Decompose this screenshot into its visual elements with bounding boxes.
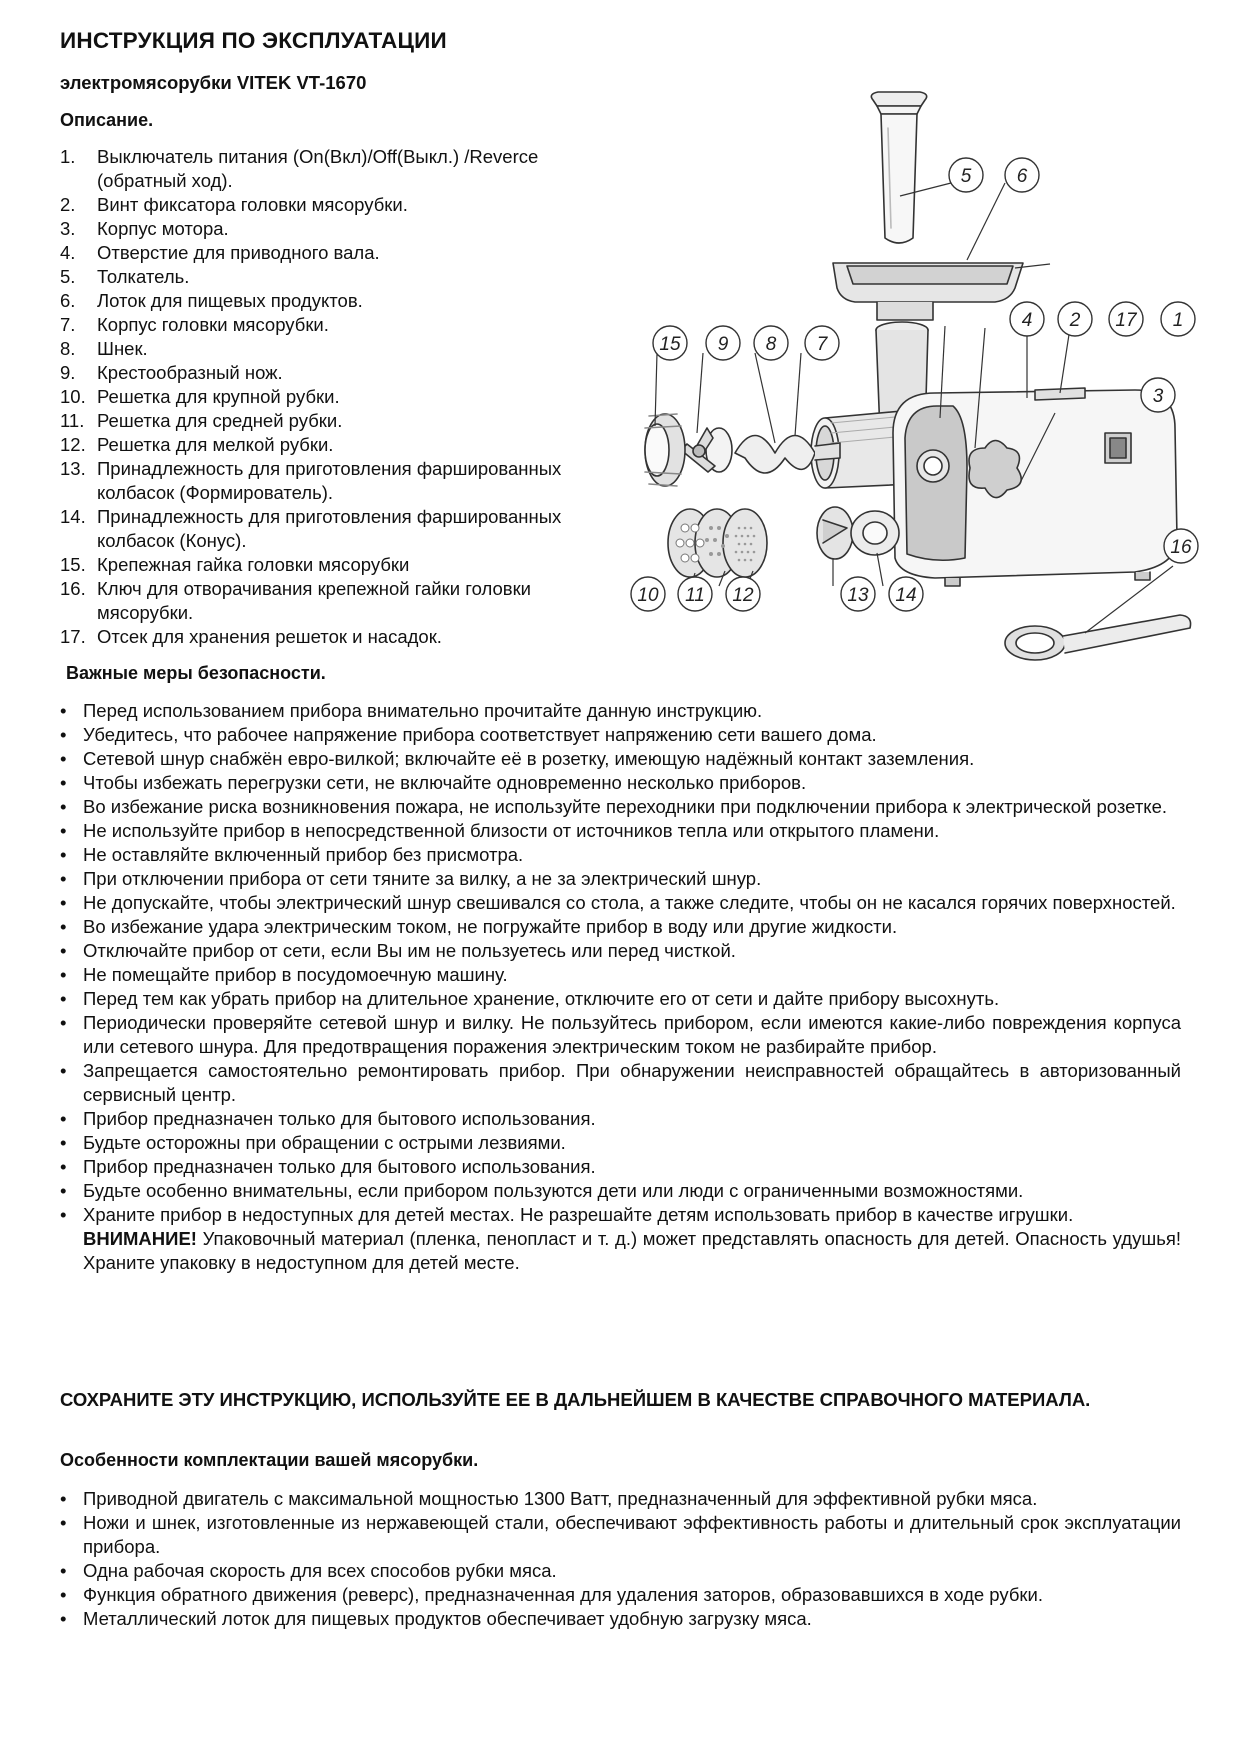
safety-item-text: Не используйте прибор в непосредственной близости от источников тепла или открытого пламени. (83, 820, 940, 841)
meat-grinder-diagram (615, 88, 1215, 688)
safety-item (60, 819, 1181, 843)
callout-5: 5 (960, 166, 972, 187)
safety-item-text: Убедитесь, что рабочее напряжение прибора соответствует напряжению сети вашего дома. (83, 724, 877, 745)
safety-item-text: Периодически проверяйте сетевой шнур и вилку. Не пользуйтесь прибором, если имеются какие-либо повреждения корпуса или сетевого шнура. Для предотвращения поражения электрическим током не разбирайте прибор. (83, 1012, 1181, 1057)
safety-item (60, 1059, 1181, 1107)
safety-item (60, 1131, 1181, 1155)
description-item (60, 241, 620, 265)
callout-1: 1 (1172, 310, 1184, 331)
safety-item (60, 987, 1181, 1011)
callout-10: 10 (637, 585, 659, 606)
description-item-number: 9. (60, 362, 76, 383)
description-item-number: 6. (60, 290, 76, 311)
grids-drawing (668, 509, 767, 577)
bullet-marker: • (60, 892, 67, 913)
callout-4: 4 (1021, 310, 1033, 331)
description-item (60, 577, 620, 625)
safety-item (60, 915, 1181, 939)
description-list (60, 145, 620, 649)
bullet-marker: • (60, 1132, 67, 1153)
description-item (60, 625, 620, 649)
description-item-number: 12. (60, 434, 86, 455)
bullet-marker: • (60, 1012, 67, 1033)
callout-9: 9 (717, 334, 729, 355)
feature-item (60, 1559, 1181, 1583)
feature-item (60, 1487, 1181, 1511)
bullet-marker: • (60, 1584, 67, 1605)
callout-15: 15 (659, 334, 681, 355)
safety-item (60, 723, 1181, 747)
callout-14: 14 (895, 585, 917, 606)
bullet-marker: • (60, 748, 67, 769)
safety-item-text: Чтобы избежать перегрузки сети, не включайте одновременно несколько приборов. (83, 772, 807, 793)
safety-item-text: Сетевой шнур снабжён евро-вилкой; включайте её в розетку, имеющую надёжный контакт заземления. (83, 748, 975, 769)
feature-item (60, 1607, 1181, 1631)
safety-item (60, 1179, 1181, 1203)
feature-item-text: Металлический лоток для пищевых продуктов обеспечивает удобную загрузку мяса. (83, 1608, 812, 1629)
description-item-number: 2. (60, 194, 76, 215)
safety-item (60, 1107, 1181, 1131)
safety-item (60, 939, 1181, 963)
safety-item-text: При отключении прибора от сети тяните за вилку, а не за электрический шнур. (83, 868, 762, 889)
safety-heading: Важные меры безопасности. (66, 663, 326, 683)
description-item-text: Толкатель. (97, 266, 190, 287)
description-item-text: Выключатель питания (On(Вкл)/Off(Выкл.) /Reverce (обратный ход). (97, 146, 539, 191)
description-item-number: 1. (60, 146, 76, 167)
description-item-number: 8. (60, 338, 76, 359)
safety-item-text: Не допускайте, чтобы электрический шнур свешивался со стола, а также следите, чтобы он не касался горячих поверхностей. (83, 892, 1176, 913)
bullet-marker: • (60, 1560, 67, 1581)
safety-item (60, 699, 1181, 723)
description-item (60, 289, 620, 313)
description-item-text: Решетка для средней рубки. (97, 410, 343, 431)
safety-item-text: Не помещайте прибор в посудомоечную машину. (83, 964, 508, 985)
bullet-marker: • (60, 1156, 67, 1177)
description-item-text: Корпус мотора. (97, 218, 229, 239)
safety-item-text: Прибор предназначен только для бытового использования. (83, 1108, 596, 1129)
description-item (60, 433, 620, 457)
description-item-text: Решетка для мелкой рубки. (97, 434, 334, 455)
description-item-text: Крепежная гайка головки мясорубки (97, 554, 410, 575)
description-item-text: Крестообразный нож. (97, 362, 283, 383)
callout-2: 2 (1069, 310, 1081, 331)
page-title: ИНСТРУКЦИЯ ПО ЭКСПЛУАТАЦИИ (60, 28, 447, 53)
safety-item-text: Прибор предназначен только для бытового использования. (83, 1156, 596, 1177)
callout-8: 8 (765, 334, 777, 355)
bullet-marker: • (60, 1060, 67, 1081)
feature-item-text: Функция обратного движения (реверс), предназначенная для удаления заторов, образовавшихся в ходе рубки. (83, 1584, 1044, 1605)
description-item (60, 193, 620, 217)
description-item-text: Отверстие для приводного вала. (97, 242, 380, 263)
safety-item-text: Храните прибор в недоступных для детей местах. Не разрешайте детям использовать прибор в качестве игрушки. (83, 1204, 1074, 1225)
bullet-marker: • (60, 772, 67, 793)
description-item-number: 14. (60, 506, 86, 527)
description-item-number: 7. (60, 314, 76, 335)
safety-item (60, 795, 1181, 819)
bullet-marker: • (60, 1180, 67, 1201)
description-item-text: Винт фиксатора головки мясорубки. (97, 194, 408, 215)
safety-item (60, 771, 1181, 795)
warning-text: Упаковочный материал (пленка, пенопласт и т. д.) может представлять опасность для детей. Опасность удушья! Храните упаковку в недоступном для детей месте. (83, 1228, 1181, 1273)
safety-item (60, 1011, 1181, 1059)
description-item (60, 217, 620, 241)
bullet-marker: • (60, 820, 67, 841)
description-item-text: Шнек. (97, 338, 148, 359)
safety-item-text: Перед тем как убрать прибор на длительное хранение, отключите его от сети и дайте прибору высохнуть. (83, 988, 1000, 1009)
description-item (60, 553, 620, 577)
safety-item (60, 963, 1181, 987)
description-item-number: 5. (60, 266, 76, 287)
features-list (60, 1487, 1181, 1631)
safety-item-text: Отключайте прибор от сети, если Вы им не пользуетесь или перед чисткой. (83, 940, 736, 961)
warning-label: ВНИМАНИЕ! (83, 1228, 197, 1249)
sausage-attachments-drawing (817, 507, 899, 559)
safety-item (60, 867, 1181, 891)
bullet-marker: • (60, 940, 67, 961)
callout-16: 16 (1170, 537, 1192, 558)
nut-drawing (645, 414, 685, 486)
motor-body-drawing (893, 388, 1177, 586)
description-item-number: 3. (60, 218, 76, 239)
bullet-marker: • (60, 724, 67, 745)
callout-7: 7 (816, 334, 828, 355)
description-item (60, 409, 620, 433)
bullet-marker: • (60, 1108, 67, 1129)
description-item (60, 505, 620, 553)
safety-item-text: Запрещается самостоятельно ремонтировать прибор. При обнаружении неисправностей обращайтесь в авторизованный сервисный центр. (83, 1060, 1181, 1105)
warning-note (83, 1227, 1181, 1275)
description-item (60, 457, 620, 505)
safety-item (60, 891, 1181, 915)
save-instruction-heading: СОХРАНИТЕ ЭТУ ИНСТРУКЦИЮ, ИСПОЛЬЗУЙТЕ ЕЕ В ДАЛЬНЕЙШЕМ В КАЧЕСТВЕ СПРАВОЧНОГО МАТЕРИАЛА. (60, 1389, 1091, 1410)
safety-item (60, 843, 1181, 867)
feature-item (60, 1511, 1181, 1559)
bullet-marker: • (60, 700, 67, 721)
description-item-number: 17. (60, 626, 86, 647)
safety-item-text: Будьте особенно внимательны, если прибором пользуются дети или люди с ограниченными возможностями. (83, 1180, 1024, 1201)
description-item-text: Лоток для пищевых продуктов. (97, 290, 363, 311)
description-item-text: Ключ для отворачивания крепежной гайки головки мясорубки. (97, 578, 532, 623)
safety-item-text: Перед использованием прибора внимательно прочитайте данную инструкцию. (83, 700, 763, 721)
description-item (60, 361, 620, 385)
safety-item (60, 747, 1181, 771)
feature-item-text: Приводной двигатель с максимальной мощностью 1300 Ватт, предназначенный для эффективной рубки мяса. (83, 1488, 1038, 1509)
feature-item (60, 1583, 1181, 1607)
safety-item (60, 1155, 1181, 1179)
description-item-number: 10. (60, 386, 86, 407)
callout-6: 6 (1016, 166, 1028, 187)
bullet-marker: • (60, 844, 67, 865)
description-item (60, 385, 620, 409)
features-heading: Особенности комплектации вашей мясорубки. (60, 1450, 479, 1470)
safety-item-text: Будьте осторожны при обращении с острыми лезвиями. (83, 1132, 566, 1153)
description-item-number: 13. (60, 458, 86, 479)
description-item-text: Принадлежность для приготовления фаршированных колбасок (Конус). (97, 506, 562, 551)
description-item-number: 4. (60, 242, 76, 263)
description-item-number: 16. (60, 578, 86, 599)
bullet-marker: • (60, 964, 67, 985)
callout-11: 11 (685, 585, 705, 606)
bullet-marker: • (60, 796, 67, 817)
page-subtitle: электромясорубки VITEK VT-1670 (60, 72, 367, 93)
safety-list (60, 699, 1181, 1275)
callout-17: 17 (1115, 310, 1137, 331)
callout-13: 13 (847, 585, 869, 606)
description-item (60, 145, 620, 193)
bullet-marker: • (60, 1204, 67, 1225)
callout-12: 12 (732, 585, 754, 606)
safety-item (60, 1203, 1181, 1275)
key-drawing (1005, 615, 1191, 660)
description-item-text: Отсек для хранения решеток и насадок. (97, 626, 442, 647)
bullet-marker: • (60, 988, 67, 1009)
description-item (60, 337, 620, 361)
description-item-number: 11. (60, 410, 85, 431)
safety-item-text: Не оставляйте включенный прибор без присмотра. (83, 844, 524, 865)
safety-item-text: Во избежание удара электрическим током, не погружайте прибор в воду или другие жидкости. (83, 916, 898, 937)
safety-item-text: Во избежание риска возникновения пожара, не используйте переходники при подключении прибора к электрической розетке. (83, 796, 1168, 817)
bullet-marker: • (60, 1512, 67, 1533)
bullet-marker: • (60, 1608, 67, 1629)
description-item (60, 265, 620, 289)
callout-3: 3 (1152, 386, 1164, 407)
description-item-text: Корпус головки мясорубки. (97, 314, 329, 335)
description-heading: Описание. (60, 110, 154, 130)
bullet-marker: • (60, 868, 67, 889)
description-item-text: Принадлежность для приготовления фаршированных колбасок (Формирователь). (97, 458, 562, 503)
description-item-text: Решетка для крупной рубки. (97, 386, 340, 407)
tray-drawing (833, 263, 1023, 320)
feature-item-text: Одна рабочая скорость для всех способов рубки мяса. (83, 1560, 557, 1581)
description-item (60, 313, 620, 337)
bullet-marker: • (60, 916, 67, 937)
feature-item-text: Ножи и шнек, изготовленные из нержавеющей стали, обеспечивают эффективность работы и длительный срок эксплуатации прибора. (83, 1512, 1181, 1557)
description-item-number: 15. (60, 554, 86, 575)
bullet-marker: • (60, 1488, 67, 1509)
pusher-drawing (871, 92, 926, 243)
